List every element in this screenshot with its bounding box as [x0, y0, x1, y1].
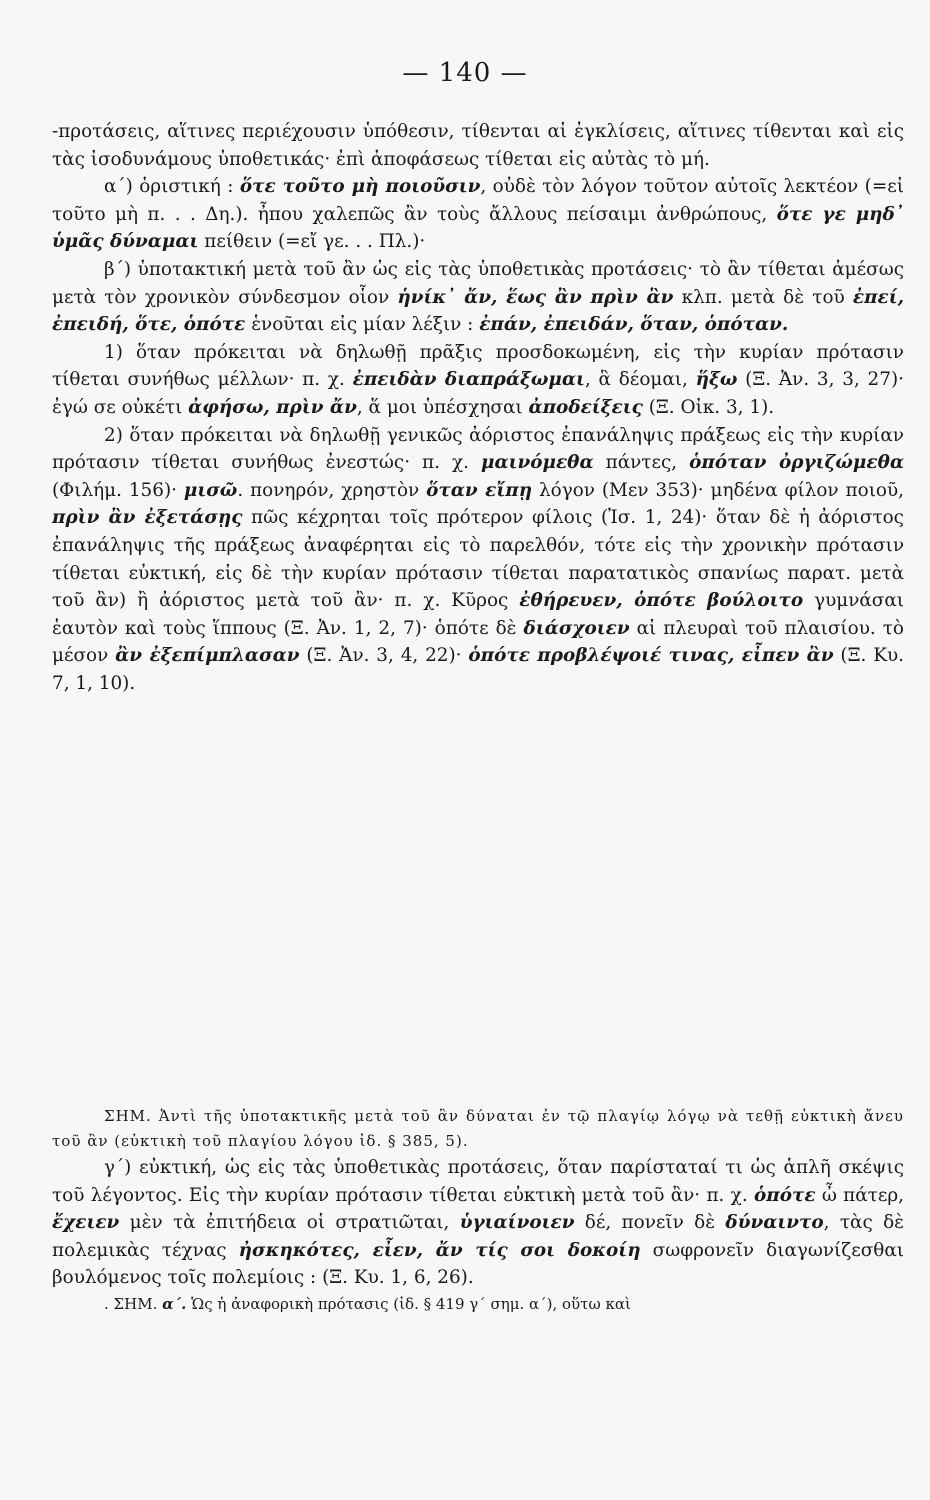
paragraph-intro: -προτάσεις, αἵτινες περιέχουσιν ὑπόθεσιν, τίθενται αἱ ἐγκλίσεις, αἵτινες τίθενται καὶ εἰς τὰς ἰσοδυνάμους ὑποθετικάς· ἐπὶ ἀποφάσεως τίθεται εἰς αὐτὰς τὸ μή.	[52, 121, 904, 170]
paragraph-expected-action: 1) ὅταν πρόκειται νὰ δηλωθῇ πρᾶξις προσδοκωμένη, εἰς τὴν κυρίαν πρότασιν τίθεται συνήθως μέλλων· π. χ. ἐπειδὰν διαπράξωμαι, ἃ δέομαι, ἥξω (Ξ. Ἀν. 3, 3, 27)· ἐγώ σε οὐκέτι ἀφήσω, πρὶν ἄν, ἅ μοι ὑπέσχησαι ἀποδείξεις (Ξ. Οἰκ. 3, 1).	[52, 341, 904, 418]
paragraph-subjunctive: β´) ὑποτακτική μετὰ τοῦ ἂν ὡς εἰς τὰς ὑποθετικὰς προτάσεις· τὸ ἂν τίθεται ἀμέσως μετὰ τὸν χρονικὸν σύνδεσμον οἷον ἡνίκ᾽ ἄν, ἕως ἂν πρὶν ἂν κλπ. μετὰ δὲ τοῦ ἐπεί, ἐπειδή, ὅτε, ὁπότε ἑνοῦται εἰς μίαν λέξιν : ἐπάν, ἐπειδάν, ὅταν, ὁπόταν.	[52, 258, 904, 336]
page-number: — 140 —	[402, 58, 528, 88]
main-text	[52, 118, 904, 697]
note-2: . ΣΗΜ. α´. Ὡς ἡ ἀναφορικὴ πρότασις (ἰδ. § 419 γ´ σημ. α´), οὕτω καὶ	[104, 1294, 631, 1313]
note-1: ΣΗΜ. Ἀντὶ τῆς ὑποτακτικῆς μετὰ τοῦ ἂν δύναται ἐν τῷ πλαγίῳ λόγῳ νὰ τεθῇ εὐκτικὴ ἄνευ τοῦ ἂν (εὐκτικὴ τοῦ πλαγίου λόγου ἰδ. § 385, 5).	[52, 1107, 904, 1150]
paragraph-repetition: 2) ὅταν πρόκειται νὰ δηλωθῇ γενικῶς ἀόριστος ἐπανάληψις πράξεως εἰς τὴν κυρίαν πρότασιν τίθεται συνήθως ἐνεστώς· π. χ. μαινόμεθα πάντες, ὁπόταν ὀργιζώμεθα (Φιλήμ. 156)· μισῶ. πονηρόν, χρηστὸν ὅταν εἴπῃ λόγον (Μεν 353)· μηδένα φίλον ποιοῦ, πρὶν ἂν ἐξετάσῃς πῶς κέχρηται τοῖς πρότερον φίλοις (Ἰσ. 1, 24)· ὅταν δὲ ἡ ἀόριστος ἐπανάληψις τῆς πράξεως ἀναφέρηται εἰς τὸ παρελθόν, τότε εἰς τὴν χρονικὴν πρότασιν τίθεται εὐκτική, εἰς δὲ τὴν κυρίαν πρότασιν τίθεται παρατατικὸς σπανίως παρατ. μετὰ τοῦ ἂν) ἢ ἀόριστος μετὰ τοῦ ἂν· π. χ. Κῦρος ἐθήρευεν, ὁπότε βούλοιτο γυμνάσαι ἑαυτὸν καὶ τοὺς ἵππους (Ξ. Ἀν. 1, 2, 7)· ὁπότε δὲ διάσχοιεν αἱ πλευραὶ τοῦ πλαισίου. τὸ μέσον ἂν ἐξεπίμπλασαν (Ξ. Ἀν. 3, 4, 22)· ὁπότε προβλέψοιέ τινας, εἶπεν ἂν (Ξ. Κυ. 7, 1, 10).	[52, 424, 905, 694]
notes-section	[52, 1104, 904, 1317]
paragraph-indicative: α´) ὁριστική : ὅτε τοῦτο μὴ ποιοῦσιν, οὐδὲ τὸν λόγον τοῦτον αὐτοῖς λεκτέον (=εἰ τοῦτο μὴ π. . . Δη.). ἦπου χαλεπῶς ἂν τοὺς ἄλλους πείσαιμι ἀνθρώπους, ὅτε γε μηδ᾽ ὑμᾶς δύναμαι πείθειν (=εἴ γε. . . Πλ.)·	[52, 176, 904, 253]
paragraph-optative: γ´) εὐκτική, ὡς εἰς τὰς ὑποθετικὰς προτάσεις, ὅταν παρίσταταί τι ὡς ἁπλῆ σκέψις τοῦ λέγοντος. Εἰς τὴν κυρίαν πρότασιν τίθεται εὐκτικὴ μετὰ τοῦ ἂν· π. χ. ὁπότε ὦ πάτερ, ἔχειεν μὲν τὰ ἐπιτήδεια οἱ στρατιῶται, ὑγιαίνοιεν δέ, πονεῖν δὲ δύναιντο, τὰς δὲ πολεμικὰς τέχνας ἠσκηκότες, εἶεν, ἄν τίς σοι δοκοίη σωφρονεῖν διαγωνίζεσθαι βουλόμενος τοῖς πολεμίοις : (Ξ. Κυ. 1, 6, 26).	[52, 1157, 905, 1289]
